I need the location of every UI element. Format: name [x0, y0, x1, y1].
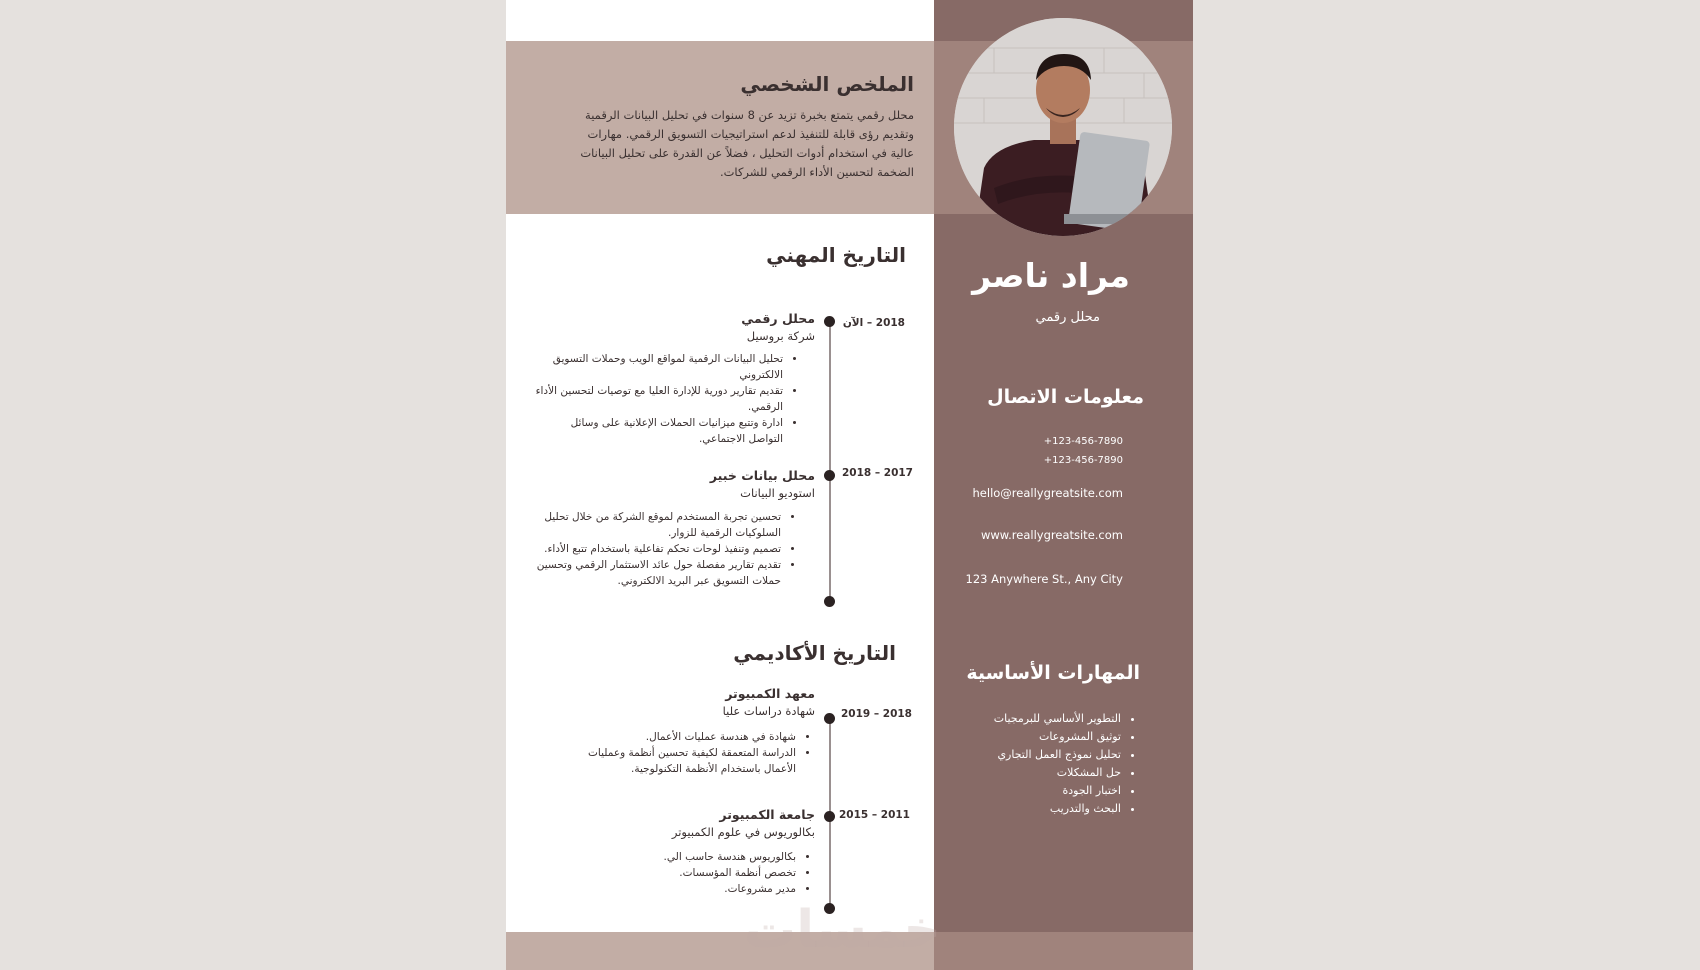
job-date: 2018 – الآن	[842, 317, 905, 329]
education-bullet: • بكالوريوس هندسة حاسب الي.	[616, 849, 796, 865]
skills-list	[994, 710, 1135, 818]
person-name: مراد ناصر	[972, 256, 1130, 295]
watermark-logo: خمسات	[744, 900, 942, 960]
skill-item: • البحث والتدريب	[994, 800, 1121, 818]
education-bullets	[616, 849, 810, 897]
timeline-dot	[824, 316, 835, 327]
summary-heading: الملخص الشخصي	[740, 72, 914, 96]
education-bullet: • مدير مشروعات.	[616, 881, 796, 897]
job-bullets	[533, 351, 797, 447]
address-text: 123 Anywhere St., Any City	[965, 572, 1123, 586]
education-title: معهد الكمبيوتر	[725, 686, 815, 701]
summary-text: محلل رقمي يتمتع بخبرة تزيد عن 8 سنوات في تحليل البيانات الرقمية وتقديم رؤى قابلة للتنفيذ لدعم استراتيجيات التسويق الرقمي. مهارات عالية في استخدام أدوات التحليل ، فضلاً عن القدرة على تحليل البيانات الضخمة لتحسين الأداء الرقمي للشركات.	[580, 108, 914, 179]
job-title: محلل رقمي	[741, 311, 815, 326]
education-title: جامعة الكمبيوتر	[719, 807, 815, 822]
education-heading: التاريخ الأكاديمي	[733, 641, 896, 665]
phone-primary[interactable]: +123-456-7890	[1043, 436, 1123, 447]
career-timeline-line	[829, 321, 831, 601]
skills-heading: المهارات الأساسية	[966, 662, 1140, 684]
job-bullet: • تحسين تجربة المستخدم لموقع الشركة من خلال تحليل السلوكيات الرقمية للزوار.	[521, 509, 781, 541]
education-bullets	[566, 729, 810, 777]
job-bullet: • ادارة وتتبع ميزانيات الحملات الإعلانية على وسائل التواصل الاجتماعي.	[533, 415, 783, 447]
education-date: 2018 – 2019	[840, 708, 912, 720]
job-bullet: • تقديم تقارير دورية للإدارة العليا مع توصيات لتحسين الأداء الرقمي.	[533, 383, 783, 415]
skill-item: • اختبار الجودة	[994, 782, 1121, 800]
website-link[interactable]: www.reallygreatsite.com	[980, 528, 1123, 542]
education-degree: بكالوريوس في علوم الكمبيوتر	[671, 825, 815, 839]
job-company: شركة بروسيل	[746, 329, 815, 343]
skill-item: • توثيق المشروعات	[994, 728, 1121, 746]
job-company: استوديو البيانات	[740, 486, 815, 500]
skill-item: • تحليل نموذج العمل التجاري	[994, 746, 1121, 764]
job-title: محلل بيانات خبير	[709, 468, 815, 483]
job-bullet: • تقديم تقارير مفصلة حول عائد الاستثمار الرقمي وتحسين حملات التسويق عبر البريد الالكتروني.	[521, 557, 781, 589]
education-bullet: • شهادة في هندسة عمليات الأعمال.	[566, 729, 796, 745]
education-date: 2011 – 2015	[838, 809, 910, 821]
profile-photo	[954, 18, 1172, 236]
job-date: 2017 – 2018	[841, 467, 913, 479]
email-link[interactable]: hello@reallygreatsite.com	[972, 486, 1123, 500]
timeline-dot	[824, 811, 835, 822]
job-bullets	[521, 509, 795, 589]
timeline-dot	[824, 713, 835, 724]
job-bullet: • تحليل البيانات الرقمية لمواقع الويب وحملات التسويق الالكتروني	[533, 351, 783, 383]
phone-secondary[interactable]: +123-456-7890	[1043, 455, 1123, 466]
person-role: محلل رقمي	[1035, 310, 1100, 325]
contact-heading: معلومات الاتصال	[987, 386, 1144, 408]
career-heading: التاريخ المهني	[766, 243, 906, 267]
education-bullet: • الدراسة المتعمقة لكيفية تحسين أنظمة وعمليات الأعمال باستخدام الأنظمة التكنولوجية.	[566, 745, 796, 777]
timeline-dot	[824, 596, 835, 607]
education-degree: شهادة دراسات عليا	[722, 704, 815, 718]
footer-band-side	[934, 932, 1193, 970]
skill-item: • التطوير الأساسي للبرمجيات	[994, 710, 1121, 728]
job-bullet: • تصميم وتنفيذ لوحات تحكم تفاعلية باستخدام تتبع الأداء.	[521, 541, 781, 557]
education-bullet: • تخصص أنظمة المؤسسات.	[616, 865, 796, 881]
timeline-dot	[824, 470, 835, 481]
skill-item: • حل المشكلات	[994, 764, 1121, 782]
